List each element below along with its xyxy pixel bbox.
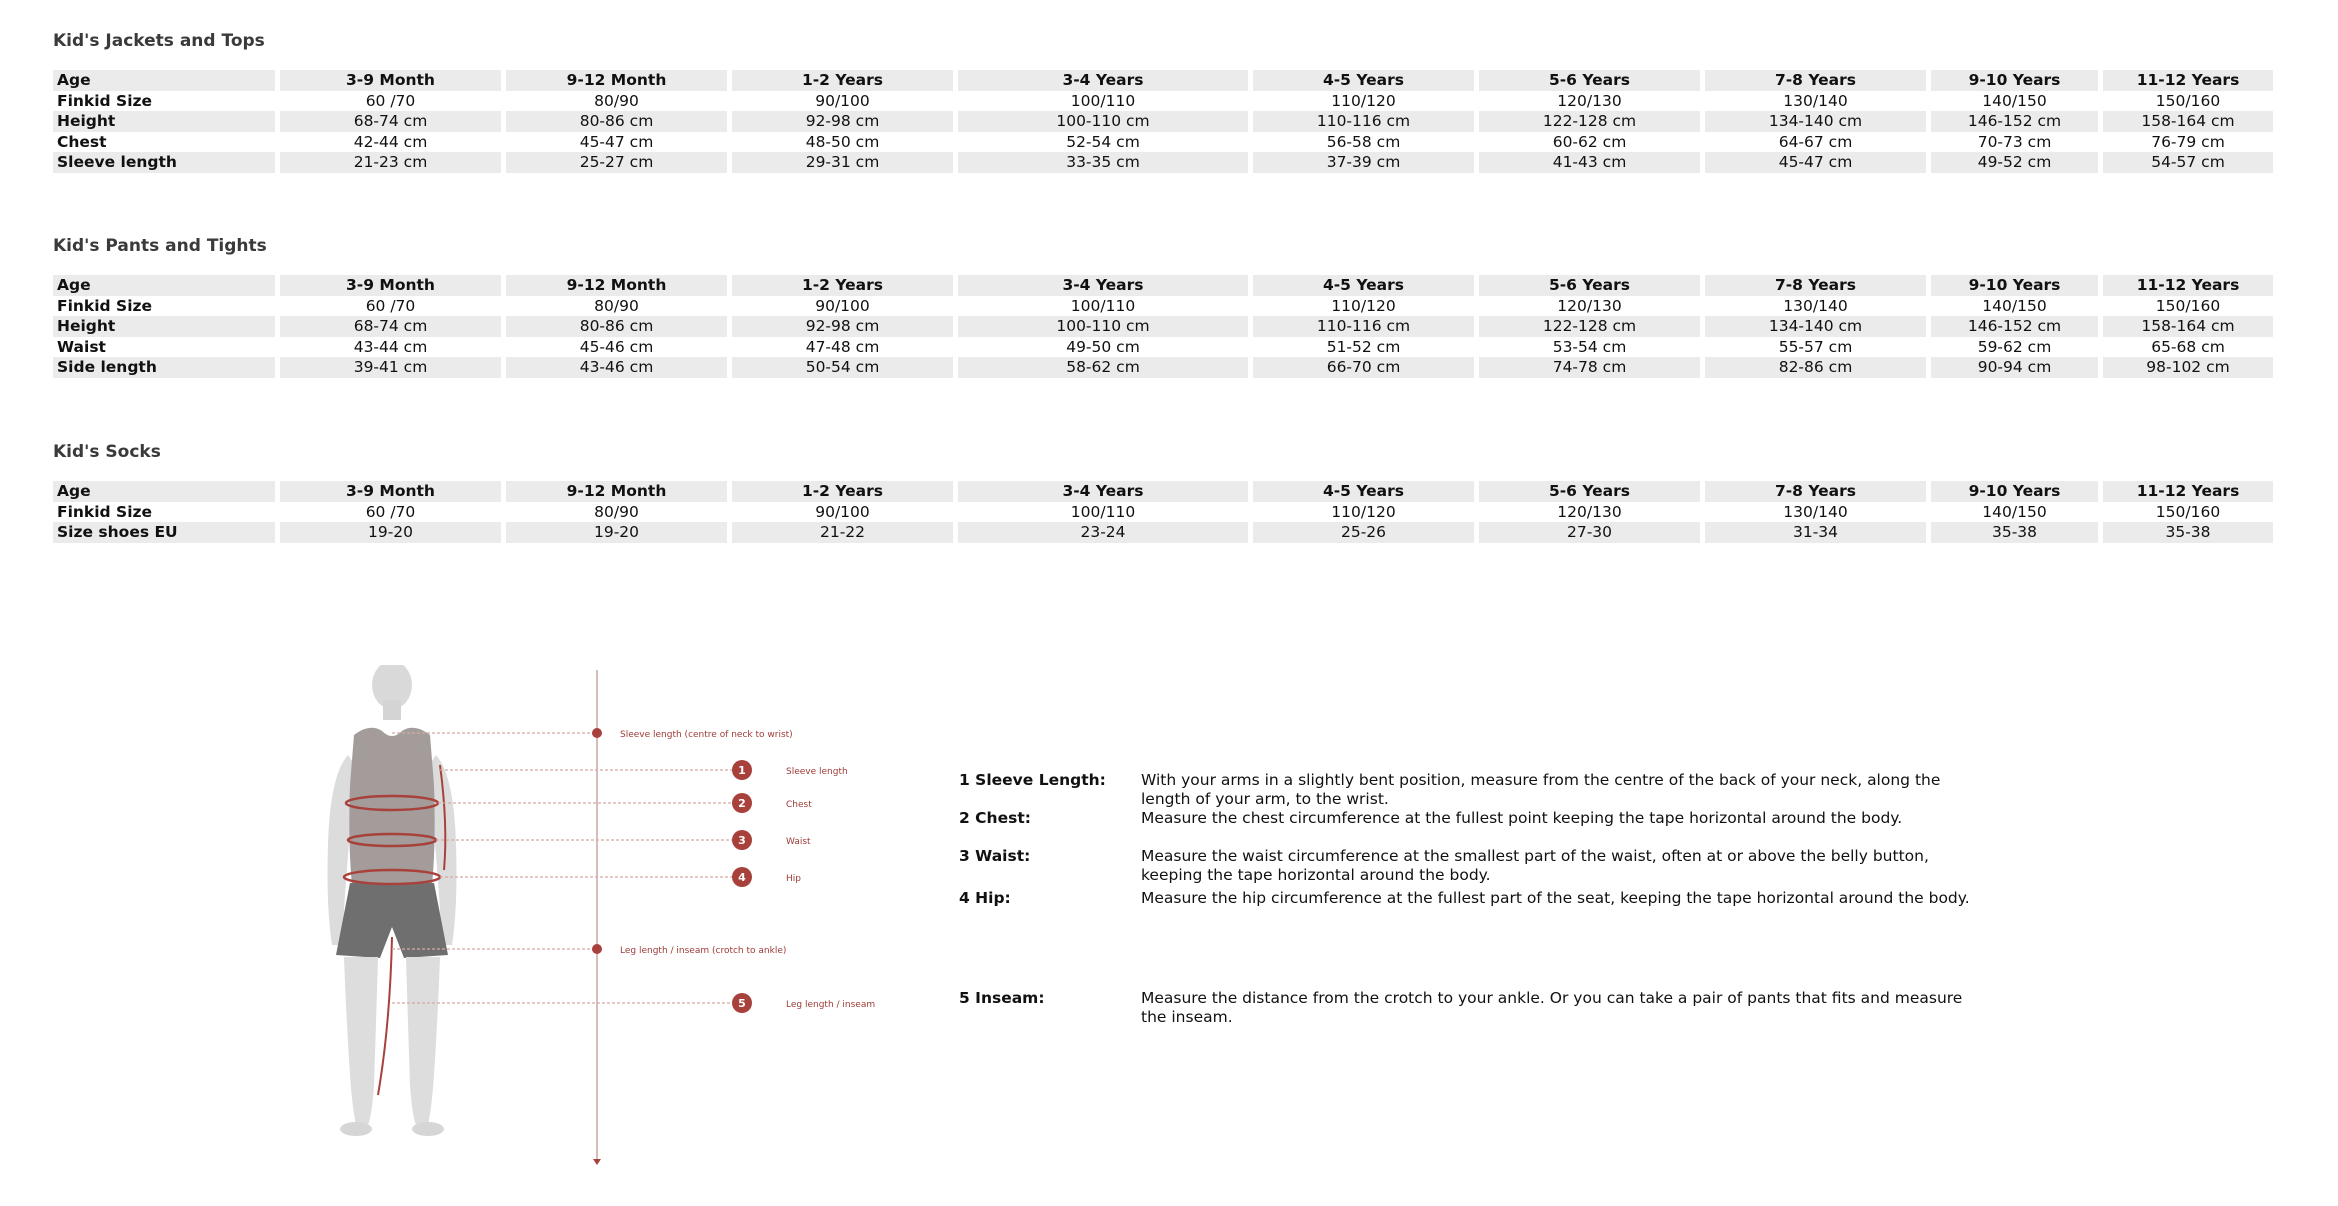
table-row: [53, 502, 2273, 523]
table-cell: 59-62 cm: [1977, 337, 2052, 356]
table-cell: 100-110 cm: [958, 316, 1248, 337]
table-cell: 48-50 cm: [805, 132, 880, 151]
table-cell: 120/130: [1557, 91, 1622, 110]
table-cell: 76-79 cm: [2151, 132, 2225, 151]
table-cell: 43-46 cm: [506, 357, 727, 378]
table-cell: 140/150: [1982, 296, 2047, 315]
age-header-cell: 1-2 Years: [732, 481, 953, 502]
age-header-cell: 1-2 Years: [732, 70, 953, 91]
table-cell: 37-39 cm: [1253, 152, 1474, 173]
table-cell: 130/140: [1783, 296, 1848, 315]
age-header-cell: 1-2 Years: [732, 275, 953, 296]
table-cell: 80/90: [594, 91, 639, 110]
measurement-figure: [310, 665, 900, 1175]
age-header-cell: 11-12 Years: [2103, 70, 2273, 91]
table-cell: 60 /70: [365, 502, 416, 521]
table-cell: 19-20: [280, 522, 501, 543]
table-cell: 66-70 cm: [1253, 357, 1474, 378]
row-label: Chest: [57, 132, 107, 151]
table-cell: 52-54 cm: [1066, 132, 1140, 151]
table-cell: 158-164 cm: [2103, 111, 2273, 132]
table-cell: 60 /70: [365, 296, 416, 315]
table-row: [53, 70, 2273, 91]
size-table-socks: [48, 481, 2278, 543]
table-cell: 55-57 cm: [1778, 337, 1853, 356]
table-cell: 130/140: [1783, 502, 1848, 521]
label-chest: Chest: [786, 800, 812, 810]
instruction-chest: [0, 809, 2338, 831]
table-cell: 25-26: [1253, 522, 1474, 543]
age-header-cell: 4-5 Years: [1253, 275, 1474, 296]
instruction-text: Measure the distance from the crotch to your ankle. Or you can take a pair of pants that fits and measure the inseam.: [1141, 989, 1963, 1026]
table-cell: 110/120: [1331, 91, 1396, 110]
table-cell: 92-98 cm: [732, 316, 953, 337]
table-cell: 41-43 cm: [1479, 152, 1700, 173]
age-header-cell: 4-5 Years: [1253, 481, 1474, 502]
row-label: Size shoes EU: [53, 522, 275, 543]
row-label: Finkid Size: [57, 502, 153, 521]
table-cell: 47-48 cm: [805, 337, 880, 356]
table-row: [53, 337, 2273, 358]
age-header-cell: 9-12 Month: [506, 481, 727, 502]
table-cell: 25-27 cm: [506, 152, 727, 173]
number-2: 2: [738, 797, 746, 810]
table-cell: 150/160: [2155, 91, 2221, 110]
label-leg: Leg length / inseam: [786, 1000, 876, 1010]
table-cell: 39-41 cm: [280, 357, 501, 378]
table-cell: 65-68 cm: [2151, 337, 2225, 356]
table-cell: 100/110: [1070, 296, 1136, 315]
size-table-jackets: [48, 70, 2278, 173]
table-cell: 90/100: [815, 296, 870, 315]
age-header-cell: 7-8 Years: [1705, 70, 1926, 91]
age-header-cell: 3-4 Years: [958, 481, 1248, 502]
table-row: [53, 132, 2273, 153]
table-cell: 100/110: [1070, 502, 1136, 521]
instruction-hip: [0, 889, 2338, 911]
table-cell: 92-98 cm: [732, 111, 953, 132]
right-foot-shape: [412, 1122, 444, 1136]
table-cell: 45-47 cm: [579, 132, 654, 151]
body-measurement-illustration: [310, 665, 900, 1175]
row-label: Age: [53, 481, 275, 502]
label-leg-top: Leg length / inseam (crotch to ankle): [620, 946, 787, 956]
table-cell: 90/100: [815, 502, 870, 521]
table-cell: 120/130: [1557, 296, 1622, 315]
table-cell: 90-94 cm: [1931, 357, 2098, 378]
table-cell: 53-54 cm: [1552, 337, 1627, 356]
table-cell: 130/140: [1783, 91, 1848, 110]
instruction-waist: [0, 847, 2338, 887]
age-header-cell: 4-5 Years: [1253, 70, 1474, 91]
instruction-label: 2 Chest:: [959, 809, 1031, 827]
table-row: [53, 316, 2273, 337]
table-cell: 23-24: [958, 522, 1248, 543]
age-header-cell: 9-10 Years: [1931, 275, 2098, 296]
table-cell: 110/120: [1331, 296, 1396, 315]
instruction-label: 1 Sleeve Length:: [959, 771, 1106, 789]
table-cell: 56-58 cm: [1326, 132, 1401, 151]
table-cell: 122-128 cm: [1479, 111, 1700, 132]
table-title-socks: Kid's Socks: [53, 442, 161, 462]
table-cell: 58-62 cm: [958, 357, 1248, 378]
table-cell: 45-47 cm: [1705, 152, 1926, 173]
instruction-text: Measure the waist circumference at the smallest part of the waist, often at or above the belly button, keeping the tape horizontal around the body.: [1141, 847, 1929, 884]
table-cell: 110-116 cm: [1253, 111, 1474, 132]
number-4: 4: [738, 871, 746, 884]
table-cell: 21-22: [732, 522, 953, 543]
age-header-cell: 5-6 Years: [1479, 481, 1700, 502]
table-cell: 19-20: [506, 522, 727, 543]
table-cell: 140/150: [1982, 91, 2047, 110]
left-leg-shape: [344, 957, 378, 1125]
table-cell: 98-102 cm: [2103, 357, 2273, 378]
age-header-cell: 9-10 Years: [1931, 481, 2098, 502]
left-foot-shape: [340, 1122, 372, 1136]
table-cell: 74-78 cm: [1479, 357, 1700, 378]
table-row: [53, 111, 2273, 132]
instruction-sleeve: [0, 771, 2338, 811]
table-cell: 42-44 cm: [353, 132, 428, 151]
table-cell: 31-34: [1705, 522, 1926, 543]
table-row: [53, 91, 2273, 112]
instruction-label: 4 Hip:: [959, 889, 1011, 907]
instruction-text: Measure the hip circumference at the fullest part of the seat, keeping the tape horizontal around the body.: [1141, 889, 1970, 907]
age-header-cell: 9-10 Years: [1931, 70, 2098, 91]
size-table-pants: [48, 275, 2278, 378]
table-cell: 100/110: [1070, 91, 1136, 110]
row-label: Sleeve length: [53, 152, 275, 173]
table-cell: 134-140 cm: [1705, 316, 1926, 337]
table-cell: 21-23 cm: [280, 152, 501, 173]
table-cell: 35-38: [2103, 522, 2273, 543]
table-title-jackets: Kid's Jackets and Tops: [53, 31, 265, 51]
table-row: [53, 522, 2273, 543]
table-cell: 80-86 cm: [506, 316, 727, 337]
row-label: Finkid Size: [57, 91, 153, 110]
age-header-cell: 7-8 Years: [1705, 275, 1926, 296]
table-cell: 134-140 cm: [1705, 111, 1926, 132]
table-cell: 29-31 cm: [732, 152, 953, 173]
table-cell: 54-57 cm: [2103, 152, 2273, 173]
table-cell: 68-74 cm: [280, 316, 501, 337]
leg-top-marker: [592, 944, 602, 954]
label-sleeve-top: Sleeve length (centre of neck to wrist): [620, 730, 793, 740]
table-cell: 33-35 cm: [958, 152, 1248, 173]
age-header-cell: 3-4 Years: [958, 275, 1248, 296]
instruction-text: With your arms in a slightly bent position, measure from the centre of the back of your neck, along the length of your arm, to the wrist.: [1141, 771, 1941, 808]
label-hip: Hip: [786, 874, 801, 884]
number-3: 3: [738, 834, 746, 847]
table-cell: 110/120: [1331, 502, 1396, 521]
neck-shape: [383, 700, 401, 720]
number-5: 5: [738, 997, 746, 1010]
table-cell: 146-152 cm: [1931, 111, 2098, 132]
age-header-cell: 3-9 Month: [280, 275, 501, 296]
table-cell: 49-52 cm: [1931, 152, 2098, 173]
table-cell: 82-86 cm: [1705, 357, 1926, 378]
right-leg-shape: [406, 957, 440, 1125]
label-waist: Waist: [786, 837, 811, 847]
table-cell: 35-38: [1931, 522, 2098, 543]
table-cell: 146-152 cm: [1931, 316, 2098, 337]
table-cell: 60-62 cm: [1552, 132, 1627, 151]
instruction-label: 5 Inseam:: [959, 989, 1045, 1007]
instruction-label: 3 Waist:: [959, 847, 1031, 865]
age-header-cell: 11-12 Years: [2103, 481, 2273, 502]
row-label: Age: [53, 275, 275, 296]
table-cell: 150/160: [2155, 296, 2221, 315]
row-label: Age: [53, 70, 275, 91]
table-cell: 45-46 cm: [579, 337, 654, 356]
row-label: Height: [53, 316, 275, 337]
table-row: [53, 357, 2273, 378]
table-cell: 27-30: [1479, 522, 1700, 543]
table-row: [53, 152, 2273, 173]
table-row: [53, 296, 2273, 317]
table-row: [53, 481, 2273, 502]
age-header-cell: 5-6 Years: [1479, 70, 1700, 91]
label-sleeve: Sleeve length: [786, 767, 848, 777]
table-title-pants: Kid's Pants and Tights: [53, 236, 267, 256]
table-cell: 70-73 cm: [1977, 132, 2052, 151]
table-cell: 68-74 cm: [280, 111, 501, 132]
age-header-cell: 11-12 Years: [2103, 275, 2273, 296]
table-cell: 60 /70: [365, 91, 416, 110]
instruction-inseam: [0, 989, 2338, 1029]
age-header-cell: 7-8 Years: [1705, 481, 1926, 502]
table-cell: 158-164 cm: [2103, 316, 2273, 337]
guide-arrow-icon: [593, 1159, 601, 1165]
table-cell: 43-44 cm: [353, 337, 428, 356]
age-header-cell: 3-4 Years: [958, 70, 1248, 91]
table-cell: 51-52 cm: [1326, 337, 1401, 356]
row-label: Waist: [57, 337, 106, 356]
table-cell: 64-67 cm: [1778, 132, 1853, 151]
table-cell: 80/90: [594, 502, 639, 521]
age-header-cell: 9-12 Month: [506, 275, 727, 296]
row-label: Height: [53, 111, 275, 132]
table-cell: 90/100: [815, 91, 870, 110]
table-cell: 100-110 cm: [958, 111, 1248, 132]
age-header-cell: 5-6 Years: [1479, 275, 1700, 296]
instruction-text: Measure the chest circumference at the fullest point keeping the tape horizontal around the body.: [1141, 809, 1903, 827]
table-cell: 80-86 cm: [506, 111, 727, 132]
table-cell: 120/130: [1557, 502, 1622, 521]
age-header-cell: 3-9 Month: [280, 481, 501, 502]
row-label: Side length: [53, 357, 275, 378]
number-1: 1: [738, 764, 746, 777]
table-cell: 80/90: [594, 296, 639, 315]
sleeve-top-marker: [592, 728, 602, 738]
age-header-cell: 3-9 Month: [280, 70, 501, 91]
table-row: [53, 275, 2273, 296]
table-cell: 50-54 cm: [732, 357, 953, 378]
row-label: Finkid Size: [57, 296, 153, 315]
table-cell: 122-128 cm: [1479, 316, 1700, 337]
table-cell: 150/160: [2155, 502, 2221, 521]
table-cell: 49-50 cm: [1066, 337, 1140, 356]
table-cell: 110-116 cm: [1253, 316, 1474, 337]
table-cell: 140/150: [1982, 502, 2047, 521]
age-header-cell: 9-12 Month: [506, 70, 727, 91]
